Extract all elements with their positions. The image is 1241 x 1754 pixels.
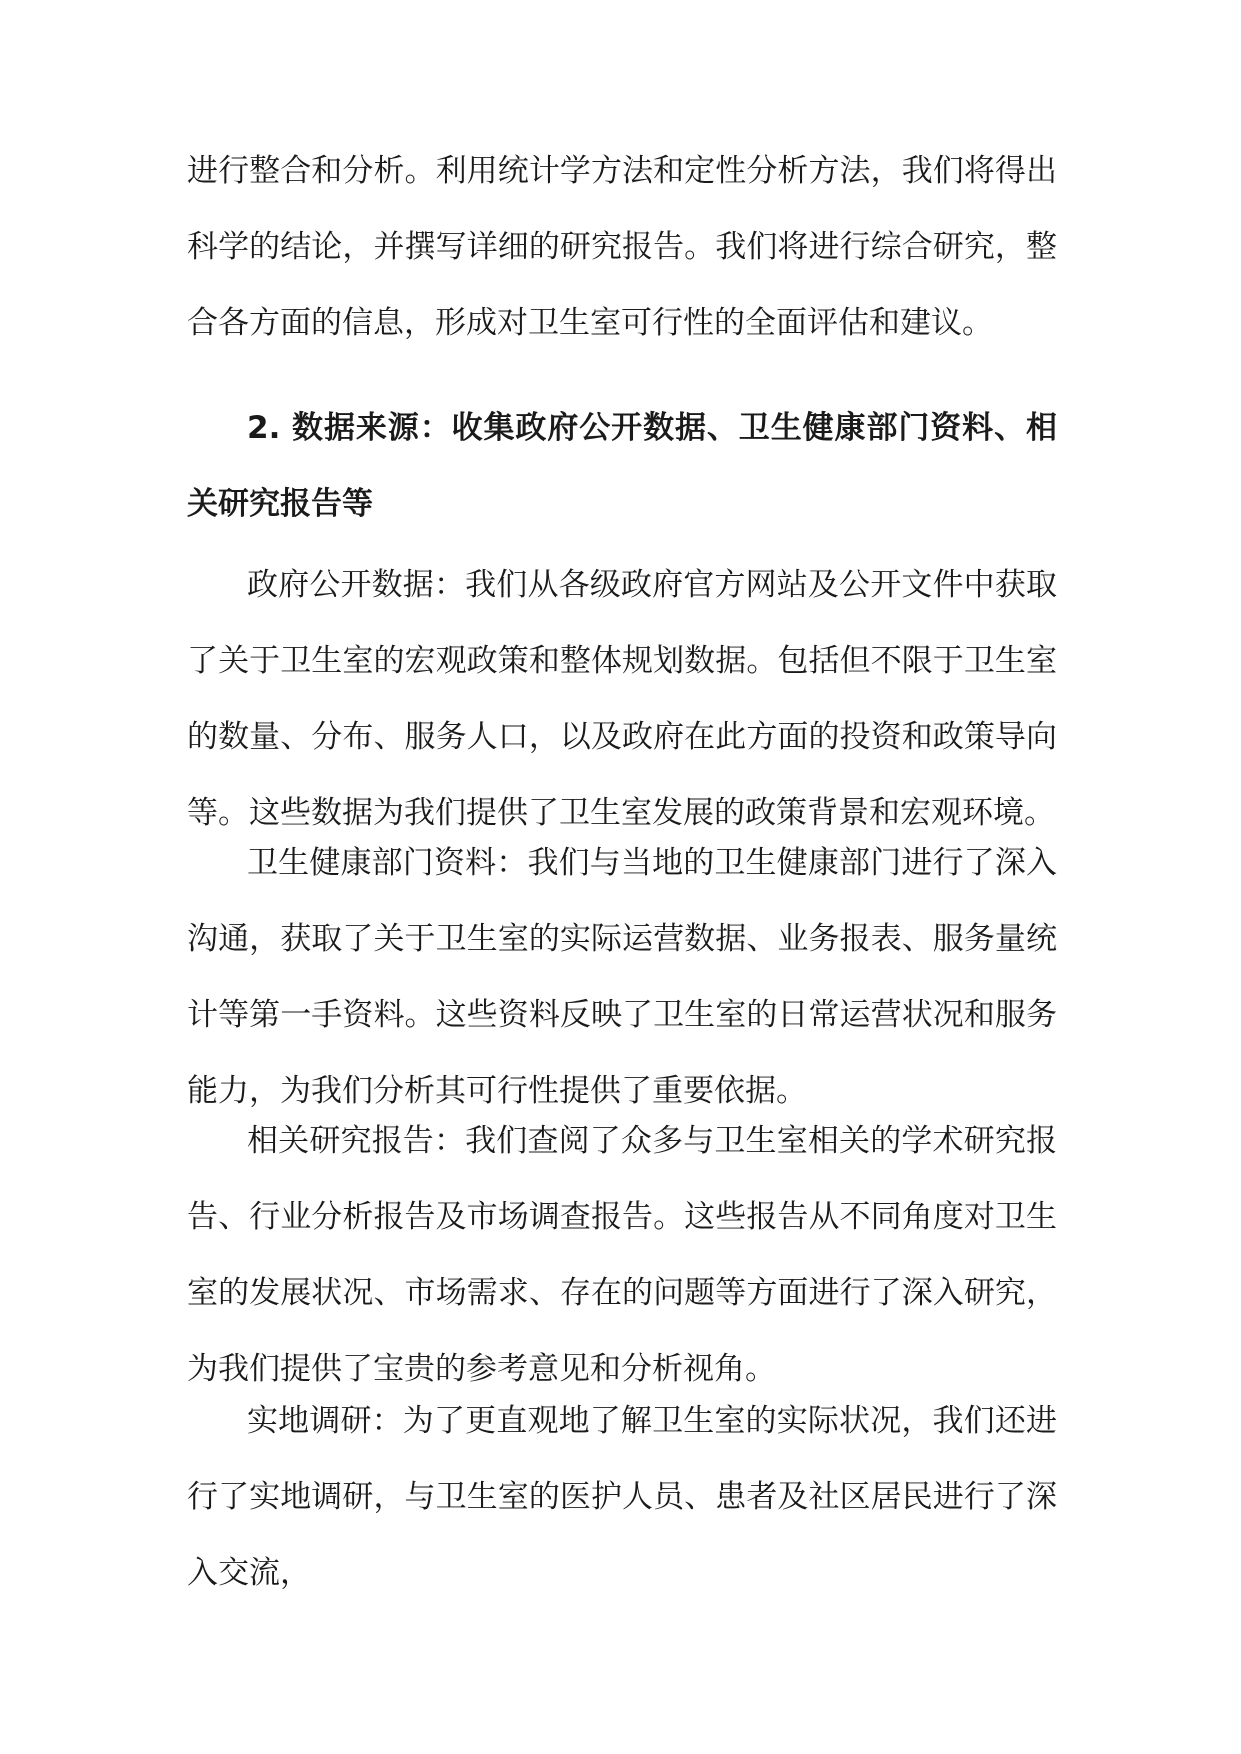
- intro-continuation-paragraph: 进行整合和分析。利用统计学方法和定性分析方法，我们将得出科学的结论，并撰写详细的研究报告。我们将进行综合研究，整合各方面的信息，形成对卫生室可行性的全面评估和建议。: [187, 153, 1057, 341]
- paragraph-health-department: 卫生健康部门资料：我们与当地的卫生健康部门进行了深入沟通，获取了关于卫生室的实际运营数据、业务报表、服务量统计等第一手资料。这些资料反映了卫生室的日常运营状况和服务能力，为我们分析其可行性提供了重要依据。: [187, 845, 1057, 1109]
- paragraph-government-data: 政府公开数据：我们从各级政府官方网站及公开文件中获取了关于卫生室的宏观政策和整体规划数据。包括但不限于卫生室的数量、分布、服务人口，以及政府在此方面的投资和政策导向等。这些数据为我们提供了卫生室发展的政策背景和宏观环境。: [187, 567, 1057, 831]
- paragraph-research-reports: 相关研究报告：我们查阅了众多与卫生室相关的学术研究报告、行业分析报告及市场调查报告。这些报告从不同角度对卫生室的发展状况、市场需求、存在的问题等方面进行了深入研究，为我们提供了宝贵的参考意见和分析视角。: [187, 1123, 1057, 1387]
- section-heading-data-sources: 2. 数据来源：收集政府公开数据、卫生健康部门资料、相关研究报告等: [187, 410, 1057, 522]
- paragraph-field-research: 实地调研：为了更直观地了解卫生室的实际状况，我们还进行了实地调研，与卫生室的医护人员、患者及社区居民进行了深入交流，: [187, 1403, 1057, 1591]
